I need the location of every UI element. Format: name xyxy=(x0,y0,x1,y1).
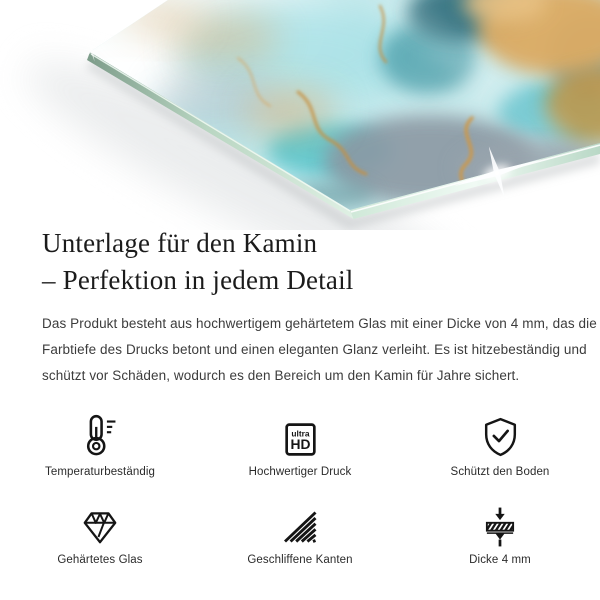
thermometer-icon xyxy=(77,408,124,460)
description-line: Farbtiefe des Drucks betont und einen eleganten Glanz verleiht. Es ist hitzebeständig und xyxy=(42,342,587,357)
product-image xyxy=(0,0,600,230)
feature-grid xyxy=(0,402,600,566)
ultra-hd-icon xyxy=(280,408,321,460)
description-line: schützt vor Schäden, wodurch es den Bereich um den Kamin für Jahre sichert. xyxy=(42,368,520,383)
glass-panel-artwork xyxy=(0,0,600,230)
feature-hochwertiger-druck xyxy=(200,402,400,478)
feature-label: Dicke 4 mm xyxy=(469,554,531,566)
thickness-icon xyxy=(479,496,521,548)
feature-label: Gehärtetes Glas xyxy=(57,554,143,566)
shield-check-icon xyxy=(478,408,523,460)
diamond-icon xyxy=(79,496,121,548)
feature-geschliffene-kanten xyxy=(200,490,400,566)
feature-label: Hochwertiger Druck xyxy=(248,466,352,478)
polished-edges-icon xyxy=(280,496,320,548)
feature-temperaturbestaendig xyxy=(0,402,200,478)
feature-label: Temperaturbeständig xyxy=(45,466,155,478)
feature-label: Schützt den Boden xyxy=(450,466,550,478)
feature-label: Geschliffene Kanten xyxy=(247,554,353,566)
page-title xyxy=(42,225,354,299)
page-title-line1: Unterlage für den Kamin xyxy=(42,228,318,258)
feature-schuetzt-den-boden xyxy=(400,402,600,478)
ultra-hd-icon-bottom-text: HD xyxy=(290,436,310,453)
ultra-hd-icon-top-text: ultra xyxy=(290,428,310,439)
description-line: Das Produkt besteht aus hochwertigem gehärtetem Glas mit einer Dicke von 4 mm, das die xyxy=(42,316,597,331)
feature-gehaertetes-glas xyxy=(0,490,200,566)
feature-dicke-4mm xyxy=(400,490,600,566)
page-title-line2: – Perfektion in jedem Detail xyxy=(42,265,354,295)
product-description xyxy=(42,311,597,389)
